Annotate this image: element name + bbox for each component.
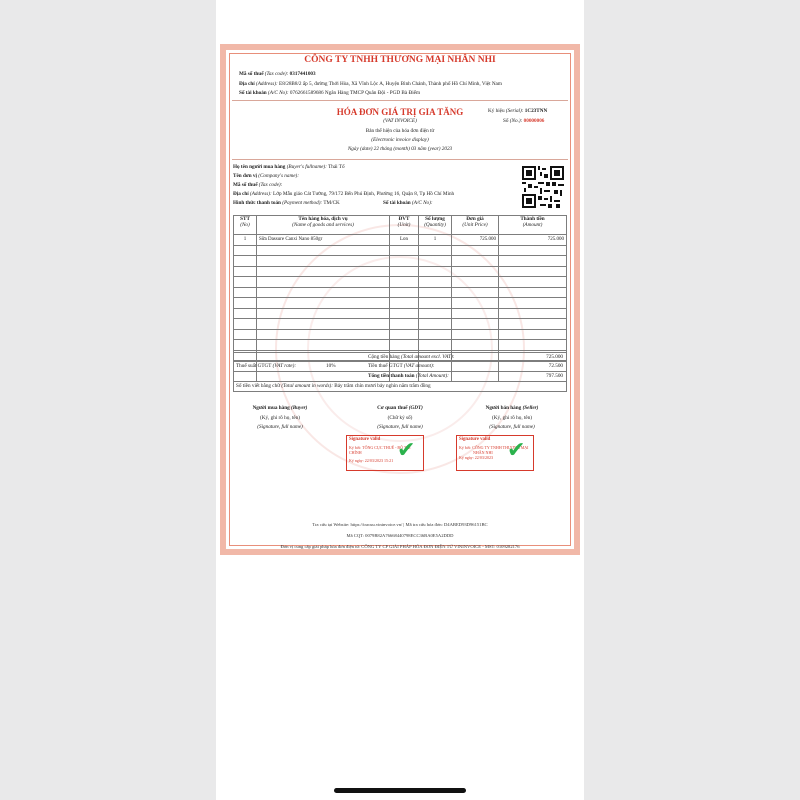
table-row bbox=[234, 329, 567, 340]
table-row bbox=[234, 266, 567, 277]
invoice-title: HÓA ĐƠN GIÁ TRỊ GIA TĂNG bbox=[336, 107, 464, 117]
payment-line: Hình thức thanh toán (Payment method): TM/CK bbox=[233, 200, 340, 206]
total-value: 797.500 bbox=[546, 373, 563, 379]
amount-words-row: Số tiền viết bằng chữ (Total amount in words): Bảy trăm chín mươi bảy nghìn năm trăm đồng bbox=[233, 382, 567, 392]
buyer-tax-line: Mã số thuế (Tax code): bbox=[233, 182, 283, 188]
seller-signature-note-en: (Signature, full name) bbox=[489, 424, 535, 430]
provider-info: Đơn vị cung cấp giải pháp hóa đơn điện tử: CÔNG TY CP GIẢI PHÁP HÓA ĐƠN ĐIỆN TỬ VININVOICE - MST: 0109282176 bbox=[280, 544, 520, 549]
tax-signature-note: (Chữ ký số) bbox=[387, 415, 413, 421]
buyer-name: Thái Tố bbox=[328, 164, 345, 170]
buyer-signature-note-en: (Signature, full name) bbox=[257, 424, 303, 430]
seller-signature-title: Người bán hàng (Seller) bbox=[485, 405, 539, 411]
seller-company-name: CÔNG TY TNHH THƯƠNG MẠI NHÂN NHI bbox=[304, 55, 496, 65]
header-amount: Thành tiền (Amount) bbox=[499, 216, 567, 235]
subtotal-row: Cộng tiền hàng (Total amount excl. VAT): 725.000 bbox=[233, 352, 567, 362]
number-line: Số (No.): 00000006 bbox=[503, 118, 545, 124]
seller-address-line: Địa chỉ (Address): E8/28B8/2 ấp 5, đường Thới Hòa, Xã Vĩnh Lộc A, Huyện Bình Chánh, Thành phố Hồ Chí Minh, Việt Nam bbox=[239, 81, 502, 87]
display-label-en: (Electronic invoice display) bbox=[371, 137, 429, 143]
seller-account-line: Số tài khoản (A/C No): 0762661589686 Ngân Hàng TMCP Quân Đội - PGD Bà Điểm bbox=[239, 90, 421, 96]
total-row: Tổng tiền thanh toán (Total Amount): 797.500 bbox=[233, 372, 567, 382]
row-no: 1 bbox=[234, 235, 257, 246]
seller-signature-note: (Ký, ghi rõ họ, tên) bbox=[491, 415, 533, 421]
row-amount: 725.000 bbox=[499, 235, 567, 246]
invoice-date: Ngày (date) 22 tháng (month) 03 năm (year) 2023 bbox=[347, 146, 453, 152]
table-row bbox=[234, 235, 567, 246]
header-unit: ĐVT (Unit) bbox=[390, 216, 419, 235]
divider bbox=[232, 159, 568, 160]
buyer-account-line: Số tài khoản (A/C No): bbox=[383, 200, 433, 206]
header-qty: Số lượng (Quantity) bbox=[419, 216, 452, 235]
invoice-title-en: (VAT INVOICE) bbox=[383, 118, 417, 124]
signature-signer: Ký bởi: TỔNG CỤC THUẾ - BỘ TÀI CHÍNH bbox=[349, 445, 411, 455]
row-unit: Lon bbox=[390, 235, 419, 246]
table-row bbox=[234, 277, 567, 288]
buyer-address: Lớp Mẫu giáo Cát Tường, 79/172 Bến Phú Định, Phường 16, Quận 8, Tp Hồ Chí Minh bbox=[273, 191, 455, 197]
header-price: Đơn giá (Unit Price) bbox=[452, 216, 499, 235]
tax-signature-title: Cơ quan thuế (GDT) bbox=[377, 405, 423, 411]
seller-address: E8/28B8/2 ấp 5, đường Thới Hòa, Xã Vĩnh Lộc A, Huyện Bình Chánh, Thành phố Hồ Chí Minh, Việt Nam bbox=[279, 81, 502, 87]
invoice-document bbox=[220, 44, 580, 555]
subtotal-value: 725.000 bbox=[546, 354, 563, 360]
signature-status: Signature valid bbox=[459, 437, 491, 442]
vat-rate-value: 10% bbox=[326, 363, 336, 369]
buyer-signature-note: (Ký, ghi rõ họ, tên) bbox=[259, 415, 301, 421]
signature-status: Signature valid bbox=[349, 437, 381, 442]
tax-signature-note-en: (Signature, full name) bbox=[377, 424, 423, 430]
table-row bbox=[234, 298, 567, 309]
checkmark-icon: ✔ bbox=[397, 438, 416, 463]
serial-line: Ký hiệu (Serial): 1C23TNN bbox=[488, 108, 548, 114]
qr-code bbox=[522, 166, 564, 208]
checkmark-icon: ✔ bbox=[507, 438, 526, 463]
divider bbox=[232, 100, 568, 101]
payment-method: TM/CK bbox=[323, 200, 340, 206]
cqt-code: Mã CQT: 0079B82A76668440798ECC36BA0E5A2DDD bbox=[346, 533, 454, 538]
table-header-row bbox=[234, 216, 567, 235]
row-name: Sữa Dassure Canxi Nano 850gr bbox=[257, 235, 390, 246]
serial-value: 1C23TNN bbox=[524, 108, 548, 114]
buyer-company-line: Tên đơn vị (Company's name): bbox=[233, 173, 299, 179]
vat-row: Thuế suất GTGT (VAT rate): 10% Tiền thuế GTGT (VAT amount): 72.500 bbox=[233, 362, 567, 372]
header-name: Tên hàng hóa, dịch vụ (Name of goods and services) bbox=[257, 216, 390, 235]
seller-account: 0762661589686 Ngân Hàng TMCP Quân Đội - PGD Bà Điểm bbox=[289, 90, 421, 96]
signature-date: Ký ngày: 22/03/2023 bbox=[459, 455, 493, 460]
header-no: STT (No) bbox=[234, 216, 257, 235]
buyer-name-line: Họ tên người mua hàng (Buyer's fullname): Thái Tố bbox=[233, 164, 345, 170]
amount-in-words: Bảy trăm chín mươi bảy nghìn năm trăm đồng bbox=[334, 383, 431, 389]
row-price: 725.000 bbox=[452, 235, 499, 246]
signature-signer-line2: NHÂN NHI bbox=[473, 450, 493, 455]
table-row bbox=[234, 308, 567, 319]
invoice-number: 00000006 bbox=[523, 118, 545, 124]
signature-date: Ký ngày: 22/03/2023 15:21 bbox=[349, 458, 394, 463]
display-label: Bản thể hiện của hóa đơn điện tử bbox=[365, 128, 435, 134]
buyer-signature-title: Người mua hàng (Buyer) bbox=[252, 405, 308, 411]
seller-tax-line: Mã số thuế (Tax code): 0317441003 bbox=[239, 71, 316, 77]
tax-signature-stamp bbox=[346, 435, 424, 471]
table-row bbox=[234, 319, 567, 330]
row-qty: 1 bbox=[419, 235, 452, 246]
seller-tax-code: 0317441003 bbox=[289, 71, 316, 77]
signature-signer: Ký bởi: CÔNG TY TNHH THƯƠNG MẠI bbox=[459, 445, 529, 450]
home-indicator[interactable] bbox=[334, 788, 466, 793]
table-row bbox=[234, 287, 567, 298]
vat-amount-value: 72.500 bbox=[548, 363, 563, 369]
lookup-info: Tra cứu tại Website: https://tracuu.vininvoice.vn/ | Mã tra cứu hóa đơn: D4ABED93D96151BC bbox=[312, 522, 488, 527]
table-row bbox=[234, 245, 567, 256]
table-row bbox=[234, 256, 567, 267]
buyer-address-line: Địa chỉ (Address): Lớp Mẫu giáo Cát Tường, 79/172 Bến Phú Định, Phường 16, Quận 8, Tp Hồ Chí Minh bbox=[233, 191, 455, 197]
seller-signature-stamp bbox=[456, 435, 534, 471]
table-row bbox=[234, 340, 567, 351]
